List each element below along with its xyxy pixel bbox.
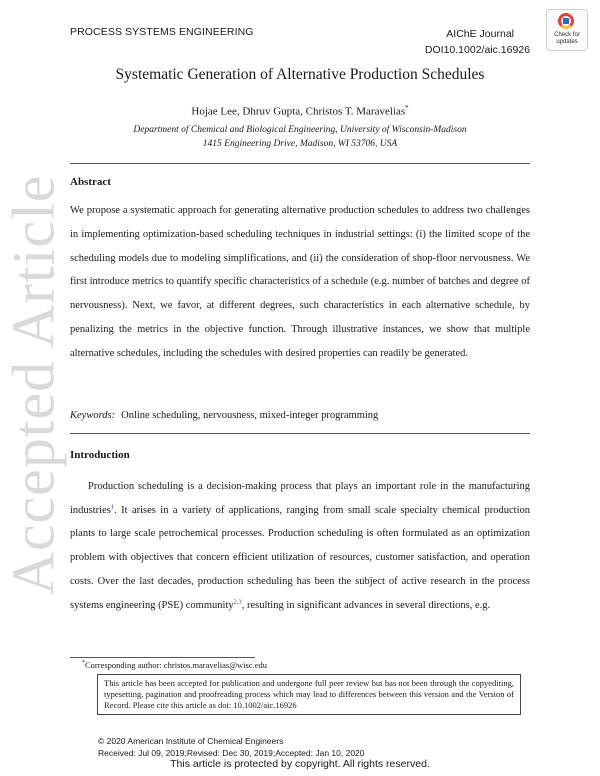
badge-line1: Check for: [554, 32, 580, 38]
received-dates: Received: Jul 09, 2019;Revised: Dec 30, 2019;Accepted: Jan 10, 2020: [98, 748, 365, 758]
introduction-heading: Introduction: [70, 449, 130, 461]
abstract-text: We propose a systematic approach for generating alternative production schedules to address two challenges in implementing optimization-based scheduling techniques in industrial settings: (i) the limited scope of the scheduling models due to modeling simplifications, and (ii) the consideration of shop-floor nervousness. We first introduce metrics to quantify specific characteristics of a schedule (e.g. number of batches and degree of nervousness). Next, we favor, at different degrees, such characteristics in each alternative schedule, by penalizing the metrics in the objective function. Through illustrative instances, we show that multiple alternative schedules, including the schedules with desired properties can readily be generated.: [70, 205, 530, 359]
intro-part1: Production scheduling is a decision-making process that plays an important role in the manufacturing industries: [70, 481, 530, 516]
watermark-text: Accepted Article: [0, 174, 67, 596]
abstract-heading: Abstract: [70, 176, 111, 188]
affiliation-line2: 1415 Engineering Drive, Madison, WI 53706, USA: [202, 139, 398, 149]
crossmark-bookmark-icon: [563, 18, 569, 24]
copyright-line: © 2020 American Institute of Chemical Engineers: [98, 736, 284, 746]
top-divider: [70, 163, 530, 164]
check-for-updates-badge[interactable]: [546, 9, 588, 51]
footnote-mark: *: [82, 660, 85, 667]
keywords-text: Online scheduling, nervousness, mixed-integer programming: [121, 410, 379, 421]
intro-part2: . It arises in a variety of applications, ranging from small scale specialty chemical production plants to large scale petrochemical processes. Production scheduling is often formulated as an optimization problem with objectives that concern efficient utilization of resources, customer satisfaction, and operation costs. Over the last decades, production scheduling has been the subject of active research in the process systems engineering (PSE) community: [70, 504, 530, 611]
doi: DOI10.1002/aic.16926: [424, 44, 530, 56]
introduction-text: [70, 475, 530, 617]
keywords-label: Keywords:: [70, 410, 116, 421]
journal-section-header: PROCESS SYSTEMS ENGINEERING: [70, 26, 254, 38]
affiliation: [0, 123, 600, 151]
journal-name: AIChE Journal: [446, 28, 514, 40]
affiliation-line1: Department of Chemical and Biological Engineering, University of Wisconsin-Madison: [133, 125, 467, 135]
badge-line2: updates: [556, 39, 578, 45]
badge-label: [547, 32, 587, 46]
intro-part3: , resulting in significant advances in several directions, e.g.: [241, 599, 491, 611]
citation-link-1[interactable]: 1: [110, 503, 115, 511]
mid-divider: [70, 433, 530, 434]
accepted-article-watermark: [0, 140, 67, 630]
footnote-text: Corresponding author: christos.maravelias@wisc.edu: [85, 660, 268, 670]
keywords: [70, 410, 530, 421]
copyright-notice: This article is protected by copyright. All rights reserved.: [170, 758, 430, 770]
paper-title: Systematic Generation of Alternative Production Schedules: [115, 66, 485, 83]
authors: [0, 104, 600, 118]
author-names: Hojae Lee, Dhruv Gupta, Christos T. Maravelias: [191, 105, 406, 118]
acceptance-disclaimer: This article has been accepted for publication and undergone full peer review but has not been through the copyediting, typesetting, pagination and proofreading process which may lead to differences between this version and the Version of Record. Please cite this article as doi: 10.1002/aic.16926: [97, 674, 521, 715]
corresponding-mark: *: [405, 104, 409, 112]
footnote-divider: [70, 657, 255, 658]
corresponding-author-footnote: [82, 660, 267, 670]
citation-link-2-3[interactable]: 2,3: [233, 598, 242, 606]
